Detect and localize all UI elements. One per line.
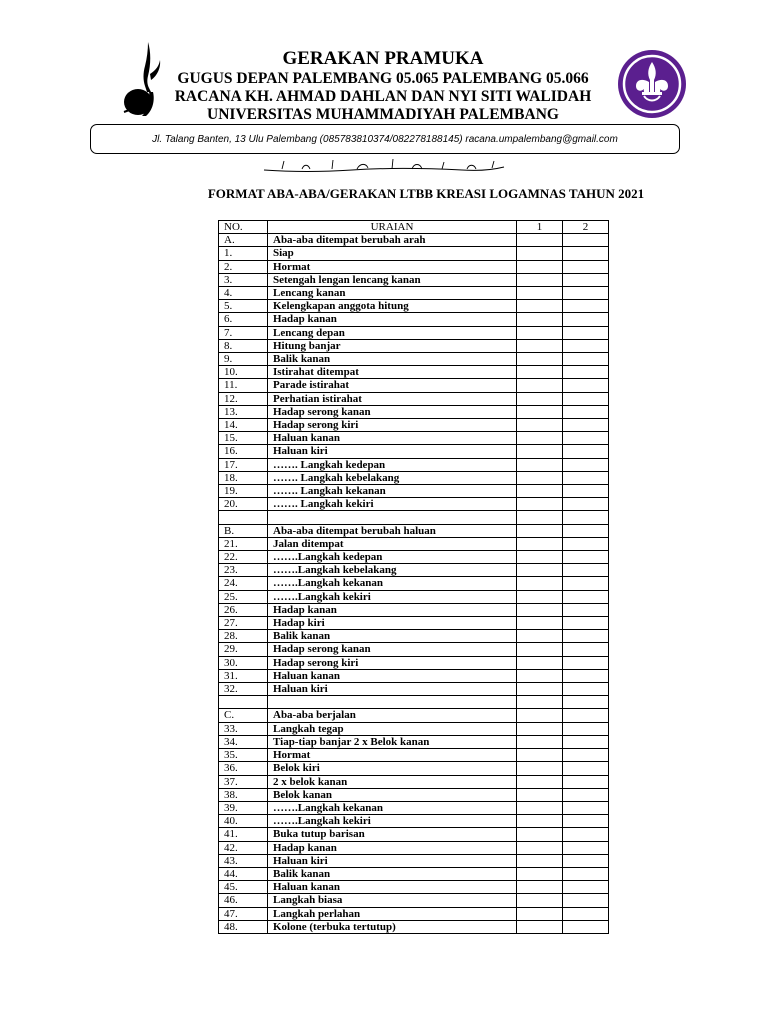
row-description-cell: Belok kanan bbox=[268, 788, 517, 801]
row-number-cell: 45. bbox=[219, 881, 268, 894]
table-row bbox=[219, 471, 609, 484]
score-2-cell bbox=[563, 458, 609, 471]
table-row bbox=[219, 287, 609, 300]
scout-fleur-de-lis-icon bbox=[616, 48, 688, 120]
score-2-cell bbox=[563, 788, 609, 801]
score-2-cell bbox=[563, 537, 609, 550]
table-row bbox=[219, 339, 609, 352]
score-2-cell bbox=[563, 419, 609, 432]
score-1-cell bbox=[517, 471, 563, 484]
score-1-cell bbox=[517, 339, 563, 352]
evaluation-table bbox=[218, 220, 609, 934]
score-2-cell bbox=[563, 273, 609, 286]
row-number-cell: 30. bbox=[219, 656, 268, 669]
table-row bbox=[219, 273, 609, 286]
table-row bbox=[219, 841, 609, 854]
score-2-cell bbox=[563, 709, 609, 722]
score-2-cell bbox=[563, 353, 609, 366]
score-2-cell bbox=[563, 894, 609, 907]
row-description-cell: Haluan kanan bbox=[268, 669, 517, 682]
table-row bbox=[219, 524, 609, 537]
row-description-cell: Balik kanan bbox=[268, 867, 517, 880]
score-2-cell bbox=[563, 524, 609, 537]
score-2-cell bbox=[563, 590, 609, 603]
score-2-cell bbox=[563, 617, 609, 630]
row-description-cell: ……. Langkah kebelakang bbox=[268, 471, 517, 484]
score-2-cell bbox=[563, 749, 609, 762]
row-number-cell: 16. bbox=[219, 445, 268, 458]
table-row bbox=[219, 485, 609, 498]
table-row bbox=[219, 815, 609, 828]
row-number-cell: 38. bbox=[219, 788, 268, 801]
score-1-cell bbox=[517, 564, 563, 577]
score-1-cell bbox=[517, 722, 563, 735]
score-1-cell bbox=[517, 498, 563, 511]
table-row bbox=[219, 432, 609, 445]
score-2-cell bbox=[563, 841, 609, 854]
score-2-cell bbox=[563, 485, 609, 498]
score-1-cell bbox=[517, 379, 563, 392]
score-2-cell bbox=[563, 287, 609, 300]
row-number-cell: 6. bbox=[219, 313, 268, 326]
row-description-cell: Haluan kanan bbox=[268, 432, 517, 445]
row-number-cell: 21. bbox=[219, 537, 268, 550]
score-2-cell bbox=[563, 603, 609, 616]
score-2-cell bbox=[563, 867, 609, 880]
row-description-cell: Perhatian istirahat bbox=[268, 392, 517, 405]
table-row bbox=[219, 419, 609, 432]
score-2-cell bbox=[563, 881, 609, 894]
table-row bbox=[219, 590, 609, 603]
score-2-cell bbox=[563, 815, 609, 828]
row-number-cell: 43. bbox=[219, 854, 268, 867]
table-row bbox=[219, 775, 609, 788]
score-2-cell bbox=[563, 471, 609, 484]
table-row bbox=[219, 603, 609, 616]
score-1-cell bbox=[517, 828, 563, 841]
score-1-cell bbox=[517, 854, 563, 867]
row-description-cell: Istirahat ditempat bbox=[268, 366, 517, 379]
table-row bbox=[219, 683, 609, 696]
score-1-cell bbox=[517, 907, 563, 920]
row-description-cell: Hadap serong kanan bbox=[268, 405, 517, 418]
score-1-cell bbox=[517, 419, 563, 432]
score-1-cell bbox=[517, 326, 563, 339]
row-description-cell: Langkah biasa bbox=[268, 894, 517, 907]
row-number-cell: 9. bbox=[219, 353, 268, 366]
row-description-cell: Haluan kiri bbox=[268, 683, 517, 696]
score-2-cell bbox=[563, 339, 609, 352]
row-number-cell bbox=[219, 511, 268, 524]
table-row bbox=[219, 551, 609, 564]
table-row bbox=[219, 722, 609, 735]
row-description-cell: Hadap serong kiri bbox=[268, 656, 517, 669]
row-number-cell: 14. bbox=[219, 419, 268, 432]
score-2-cell bbox=[563, 405, 609, 418]
table-row bbox=[219, 762, 609, 775]
score-2-cell bbox=[563, 247, 609, 260]
column-header-score-2: 2 bbox=[563, 221, 609, 234]
score-2-cell bbox=[563, 722, 609, 735]
row-description-cell: Aba-aba ditempat berubah arah bbox=[268, 234, 517, 247]
row-number-cell bbox=[219, 696, 268, 709]
row-description-cell: Tiap-tiap banjar 2 x Belok kanan bbox=[268, 735, 517, 748]
table-row bbox=[219, 353, 609, 366]
row-description-cell: Aba-aba berjalan bbox=[268, 709, 517, 722]
score-1-cell bbox=[517, 735, 563, 748]
table-row bbox=[219, 656, 609, 669]
row-description-cell: Balik kanan bbox=[268, 630, 517, 643]
row-description-cell: Setengah lengan lencang kanan bbox=[268, 273, 517, 286]
row-description-cell: Hitung banjar bbox=[268, 339, 517, 352]
score-1-cell bbox=[517, 247, 563, 260]
score-2-cell bbox=[563, 260, 609, 273]
score-2-cell bbox=[563, 379, 609, 392]
row-description-cell: Hadap kiri bbox=[268, 617, 517, 630]
row-description-cell: Haluan kiri bbox=[268, 854, 517, 867]
row-number-cell: 34. bbox=[219, 735, 268, 748]
table-row bbox=[219, 881, 609, 894]
score-2-cell bbox=[563, 313, 609, 326]
table-row bbox=[219, 392, 609, 405]
row-number-cell: 41. bbox=[219, 828, 268, 841]
row-number-cell: 17. bbox=[219, 458, 268, 471]
score-1-cell bbox=[517, 300, 563, 313]
score-2-cell bbox=[563, 683, 609, 696]
table-row bbox=[219, 379, 609, 392]
table-row bbox=[219, 894, 609, 907]
score-2-cell bbox=[563, 669, 609, 682]
table-row bbox=[219, 854, 609, 867]
score-2-cell bbox=[563, 656, 609, 669]
column-header-score-1: 1 bbox=[517, 221, 563, 234]
table-row bbox=[219, 300, 609, 313]
row-description-cell: Siap bbox=[268, 247, 517, 260]
row-description-cell: ……. Langkah kedepan bbox=[268, 458, 517, 471]
row-number-cell: 44. bbox=[219, 867, 268, 880]
row-number-cell: 29. bbox=[219, 643, 268, 656]
row-description-cell: Langkah perlahan bbox=[268, 907, 517, 920]
score-1-cell bbox=[517, 551, 563, 564]
row-number-cell: 24. bbox=[219, 577, 268, 590]
score-2-cell bbox=[563, 828, 609, 841]
table-row bbox=[219, 498, 609, 511]
row-description-cell: Hadap serong kiri bbox=[268, 419, 517, 432]
table-row bbox=[219, 617, 609, 630]
score-2-cell bbox=[563, 801, 609, 814]
table-row bbox=[219, 801, 609, 814]
row-number-cell: 12. bbox=[219, 392, 268, 405]
table-row bbox=[219, 907, 609, 920]
table-header-row bbox=[219, 221, 609, 234]
row-number-cell: 23. bbox=[219, 564, 268, 577]
org-line-3: UNIVERSITAS MUHAMMADIYAH PALEMBANG bbox=[207, 106, 559, 123]
table-row bbox=[219, 537, 609, 550]
row-number-cell: 20. bbox=[219, 498, 268, 511]
table-row bbox=[219, 788, 609, 801]
score-1-cell bbox=[517, 392, 563, 405]
row-description-cell: Hadap kanan bbox=[268, 603, 517, 616]
score-2-cell bbox=[563, 907, 609, 920]
row-description-cell: Kolone (terbuka tertutup) bbox=[268, 920, 517, 933]
score-1-cell bbox=[517, 867, 563, 880]
row-description-cell: Aba-aba ditempat berubah haluan bbox=[268, 524, 517, 537]
row-description-cell: Hormat bbox=[268, 749, 517, 762]
row-description-cell: ……. Langkah kekiri bbox=[268, 498, 517, 511]
table-row bbox=[219, 313, 609, 326]
row-number-cell: 36. bbox=[219, 762, 268, 775]
row-number-cell: 11. bbox=[219, 379, 268, 392]
row-number-cell: 28. bbox=[219, 630, 268, 643]
row-number-cell: 5. bbox=[219, 300, 268, 313]
score-2-cell bbox=[563, 696, 609, 709]
score-1-cell bbox=[517, 815, 563, 828]
table-row bbox=[219, 445, 609, 458]
table-row bbox=[219, 564, 609, 577]
table-row bbox=[219, 735, 609, 748]
score-1-cell bbox=[517, 524, 563, 537]
row-number-cell: 4. bbox=[219, 287, 268, 300]
row-description-cell: Langkah tegap bbox=[268, 722, 517, 735]
row-description-cell: Belok kiri bbox=[268, 762, 517, 775]
score-2-cell bbox=[563, 392, 609, 405]
table-row bbox=[219, 643, 609, 656]
score-2-cell bbox=[563, 735, 609, 748]
table-row bbox=[219, 326, 609, 339]
row-description-cell: Jalan ditempat bbox=[268, 537, 517, 550]
row-number-cell: 39. bbox=[219, 801, 268, 814]
score-2-cell bbox=[563, 564, 609, 577]
score-1-cell bbox=[517, 577, 563, 590]
score-1-cell bbox=[517, 313, 563, 326]
table-row bbox=[219, 458, 609, 471]
score-2-cell bbox=[563, 234, 609, 247]
score-1-cell bbox=[517, 696, 563, 709]
score-2-cell bbox=[563, 498, 609, 511]
score-1-cell bbox=[517, 643, 563, 656]
basmalah-calligraphy-icon bbox=[262, 157, 506, 175]
row-number-cell: 37. bbox=[219, 775, 268, 788]
score-2-cell bbox=[563, 551, 609, 564]
score-2-cell bbox=[563, 775, 609, 788]
score-1-cell bbox=[517, 669, 563, 682]
score-1-cell bbox=[517, 749, 563, 762]
score-2-cell bbox=[563, 326, 609, 339]
score-2-cell bbox=[563, 300, 609, 313]
score-2-cell bbox=[563, 432, 609, 445]
score-1-cell bbox=[517, 920, 563, 933]
table-row bbox=[219, 405, 609, 418]
score-2-cell bbox=[563, 854, 609, 867]
row-description-cell: Hadap kanan bbox=[268, 313, 517, 326]
row-number-cell: 3. bbox=[219, 273, 268, 286]
score-1-cell bbox=[517, 366, 563, 379]
score-1-cell bbox=[517, 537, 563, 550]
score-1-cell bbox=[517, 709, 563, 722]
row-number-cell: B. bbox=[219, 524, 268, 537]
score-1-cell bbox=[517, 590, 563, 603]
row-description-cell: …….Langkah kedepan bbox=[268, 551, 517, 564]
score-1-cell bbox=[517, 273, 563, 286]
column-header-uraian: URAIAN bbox=[268, 221, 517, 234]
score-1-cell bbox=[517, 511, 563, 524]
table-row bbox=[219, 260, 609, 273]
table-row bbox=[219, 696, 609, 709]
score-1-cell bbox=[517, 788, 563, 801]
row-description-cell: Buka tutup barisan bbox=[268, 828, 517, 841]
row-description-cell: Parade istirahat bbox=[268, 379, 517, 392]
score-2-cell bbox=[563, 577, 609, 590]
row-number-cell: 42. bbox=[219, 841, 268, 854]
row-description-cell: Kelengkapan anggota hitung bbox=[268, 300, 517, 313]
score-1-cell bbox=[517, 287, 563, 300]
row-description-cell: 2 x belok kanan bbox=[268, 775, 517, 788]
row-description-cell: Haluan kanan bbox=[268, 881, 517, 894]
row-number-cell: 26. bbox=[219, 603, 268, 616]
score-1-cell bbox=[517, 841, 563, 854]
score-1-cell bbox=[517, 617, 563, 630]
row-number-cell: 46. bbox=[219, 894, 268, 907]
score-1-cell bbox=[517, 894, 563, 907]
row-description-cell bbox=[268, 511, 517, 524]
score-2-cell bbox=[563, 366, 609, 379]
row-description-cell: Balik kanan bbox=[268, 353, 517, 366]
row-number-cell: 7. bbox=[219, 326, 268, 339]
score-2-cell bbox=[563, 762, 609, 775]
score-1-cell bbox=[517, 445, 563, 458]
table-row bbox=[219, 630, 609, 643]
address-text: Jl. Talang Banten, 13 Ulu Palembang (085783810374/082278188145) racana.umpalembang@gmail.com bbox=[152, 133, 618, 145]
score-2-cell bbox=[563, 445, 609, 458]
row-number-cell: 32. bbox=[219, 683, 268, 696]
score-1-cell bbox=[517, 458, 563, 471]
row-number-cell: 8. bbox=[219, 339, 268, 352]
letterhead bbox=[150, 48, 616, 124]
org-line-1: GUGUS DEPAN PALEMBANG 05.065 PALEMBANG 05.066 bbox=[177, 70, 589, 87]
table-row bbox=[219, 867, 609, 880]
score-1-cell bbox=[517, 656, 563, 669]
score-1-cell bbox=[517, 762, 563, 775]
score-1-cell bbox=[517, 775, 563, 788]
document-title: FORMAT ABA-ABA/GERAKAN LTBB KREASI LOGAMNAS TAHUN 2021 bbox=[207, 186, 645, 201]
score-1-cell bbox=[517, 801, 563, 814]
row-number-cell: 10. bbox=[219, 366, 268, 379]
row-description-cell: …….Langkah kekanan bbox=[268, 577, 517, 590]
table-row bbox=[219, 234, 609, 247]
row-number-cell: 47. bbox=[219, 907, 268, 920]
table-row bbox=[219, 669, 609, 682]
org-line-2: RACANA KH. AHMAD DAHLAN DAN NYI SITI WALIDAH bbox=[174, 88, 592, 105]
row-description-cell: Hormat bbox=[268, 260, 517, 273]
score-2-cell bbox=[563, 920, 609, 933]
row-number-cell: 15. bbox=[219, 432, 268, 445]
row-number-cell: 13. bbox=[219, 405, 268, 418]
row-number-cell: 1. bbox=[219, 247, 268, 260]
row-number-cell: 18. bbox=[219, 471, 268, 484]
row-number-cell: 25. bbox=[219, 590, 268, 603]
table-row bbox=[219, 366, 609, 379]
score-1-cell bbox=[517, 485, 563, 498]
row-number-cell: 19. bbox=[219, 485, 268, 498]
score-1-cell bbox=[517, 630, 563, 643]
score-2-cell bbox=[563, 643, 609, 656]
row-description-cell: …….Langkah kebelakang bbox=[268, 564, 517, 577]
org-title: GERAKAN PRAMUKA bbox=[282, 48, 484, 69]
row-description-cell: Lencang kanan bbox=[268, 287, 517, 300]
score-1-cell bbox=[517, 603, 563, 616]
score-1-cell bbox=[517, 881, 563, 894]
score-1-cell bbox=[517, 405, 563, 418]
score-2-cell bbox=[563, 511, 609, 524]
score-2-cell bbox=[563, 630, 609, 643]
row-number-cell: A. bbox=[219, 234, 268, 247]
row-description-cell: Lencang depan bbox=[268, 326, 517, 339]
row-description-cell: …….Langkah kekanan bbox=[268, 801, 517, 814]
row-description-cell: …….Langkah kekiri bbox=[268, 590, 517, 603]
table-row bbox=[219, 709, 609, 722]
row-description-cell: …….Langkah kekiri bbox=[268, 815, 517, 828]
row-number-cell: 22. bbox=[219, 551, 268, 564]
table-row bbox=[219, 247, 609, 260]
address-box bbox=[90, 124, 680, 154]
score-1-cell bbox=[517, 353, 563, 366]
row-number-cell: 40. bbox=[219, 815, 268, 828]
row-number-cell: 2. bbox=[219, 260, 268, 273]
row-description-cell: Hadap kanan bbox=[268, 841, 517, 854]
score-1-cell bbox=[517, 260, 563, 273]
table-row bbox=[219, 577, 609, 590]
row-description-cell: Hadap serong kanan bbox=[268, 643, 517, 656]
column-header-no: NO. bbox=[219, 221, 268, 234]
score-1-cell bbox=[517, 683, 563, 696]
row-number-cell: 27. bbox=[219, 617, 268, 630]
row-description-cell bbox=[268, 696, 517, 709]
row-number-cell: 33. bbox=[219, 722, 268, 735]
score-1-cell bbox=[517, 432, 563, 445]
score-1-cell bbox=[517, 234, 563, 247]
table-row bbox=[219, 749, 609, 762]
row-description-cell: ……. Langkah kekanan bbox=[268, 485, 517, 498]
row-number-cell: C. bbox=[219, 709, 268, 722]
row-description-cell: Haluan kiri bbox=[268, 445, 517, 458]
table-row bbox=[219, 920, 609, 933]
table-row bbox=[219, 511, 609, 524]
row-number-cell: 48. bbox=[219, 920, 268, 933]
table-row bbox=[219, 828, 609, 841]
row-number-cell: 31. bbox=[219, 669, 268, 682]
row-number-cell: 35. bbox=[219, 749, 268, 762]
